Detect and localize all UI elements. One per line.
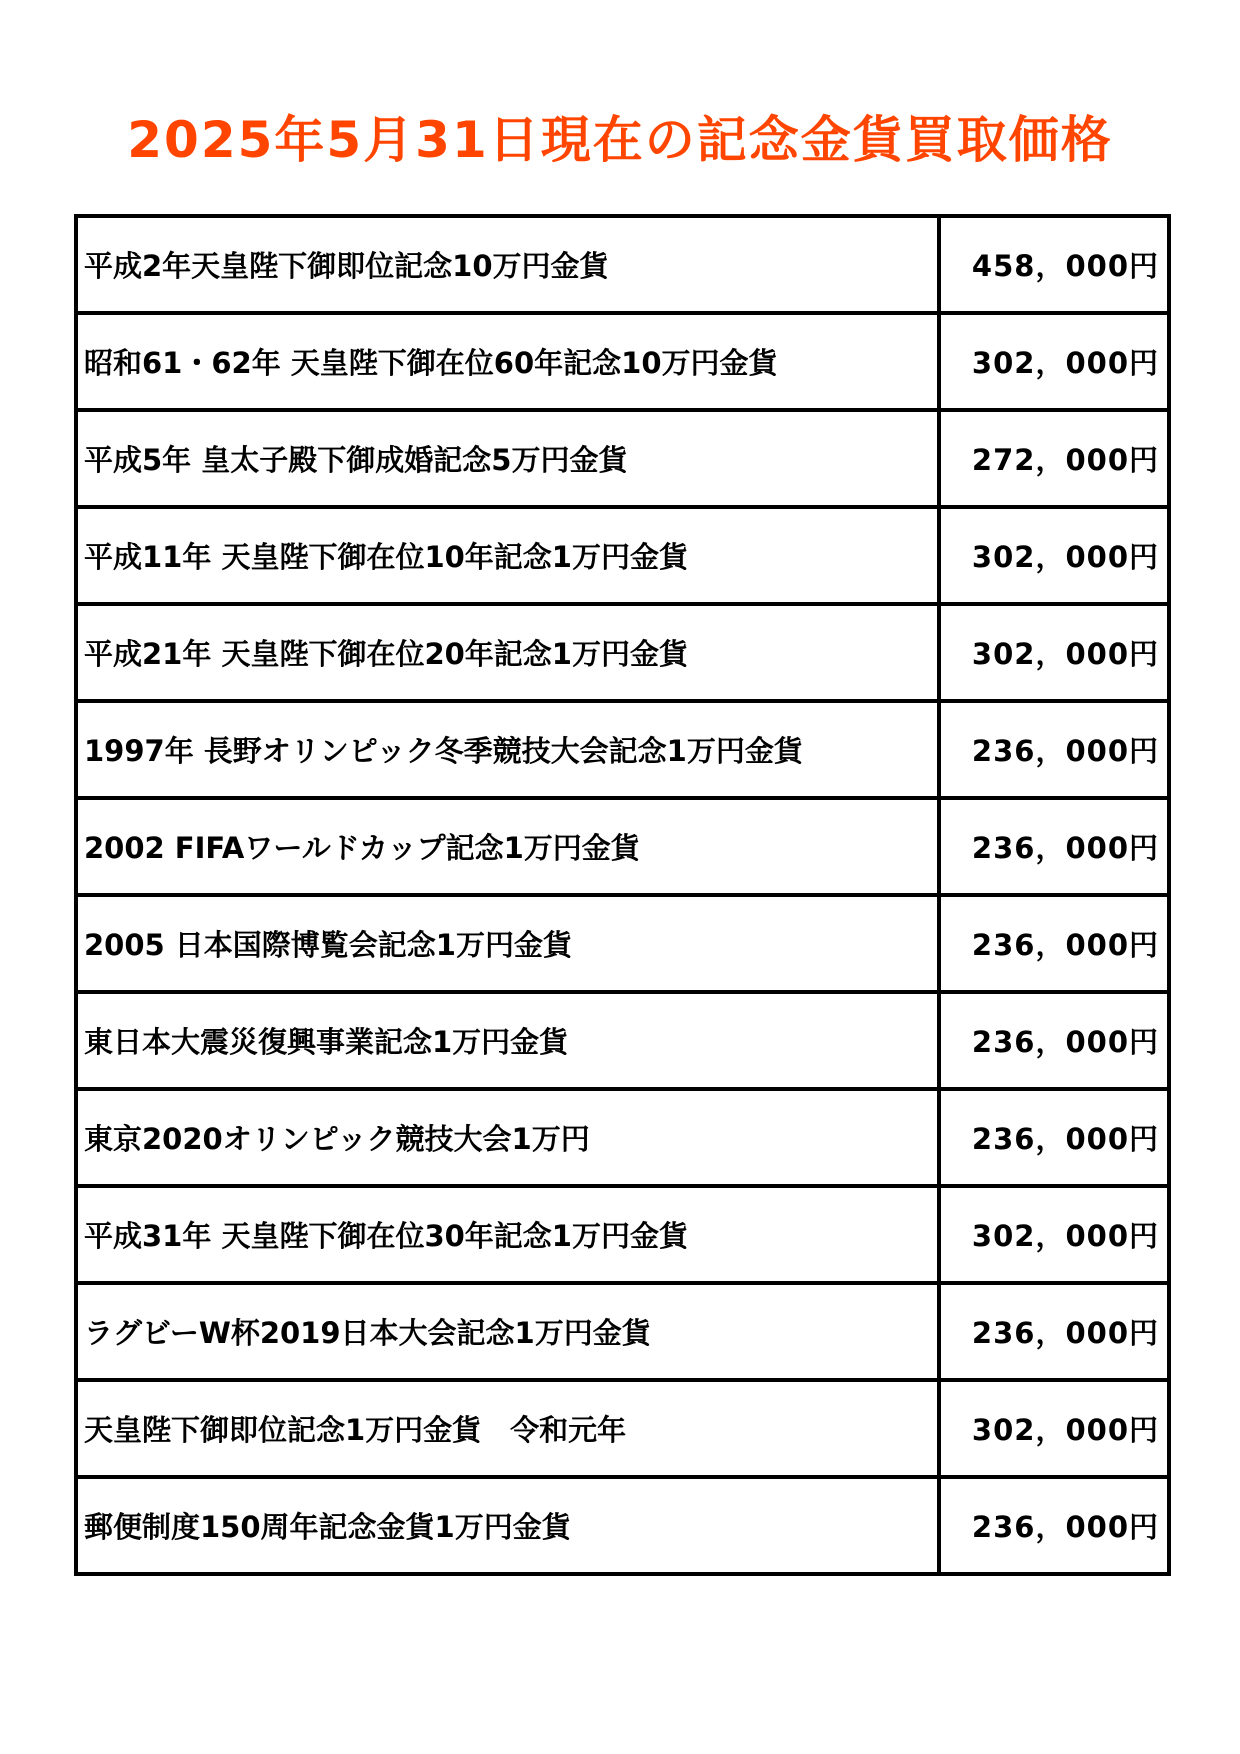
table-row xyxy=(76,1089,1169,1186)
coin-price: 236，000円 xyxy=(939,1477,1169,1574)
table-row xyxy=(76,798,1169,895)
coin-price: 236，000円 xyxy=(939,895,1169,992)
table-row xyxy=(76,895,1169,992)
coin-name: 1997年 長野オリンピック冬季競技大会記念1万円金貨 xyxy=(76,701,939,798)
coin-name: 郵便制度150周年記念金貨1万円金貨 xyxy=(76,1477,939,1574)
coin-price: 236，000円 xyxy=(939,701,1169,798)
coin-price: 236，000円 xyxy=(939,1089,1169,1186)
table-row xyxy=(76,701,1169,798)
table-row xyxy=(76,216,1169,313)
coin-name: 東日本大震災復興事業記念1万円金貨 xyxy=(76,992,939,1089)
table-row xyxy=(76,604,1169,701)
coin-price: 302，000円 xyxy=(939,507,1169,604)
coin-price: 458，000円 xyxy=(939,216,1169,313)
table-row xyxy=(76,1380,1169,1477)
coin-name: 昭和61・62年 天皇陛下御在位60年記念10万円金貨 xyxy=(76,313,939,410)
coin-price: 302，000円 xyxy=(939,1380,1169,1477)
coin-price: 302，000円 xyxy=(939,1186,1169,1283)
coin-price: 236，000円 xyxy=(939,798,1169,895)
coin-name: 天皇陛下御即位記念1万円金貨 令和元年 xyxy=(76,1380,939,1477)
coin-price: 236，000円 xyxy=(939,1283,1169,1380)
table-row xyxy=(76,313,1169,410)
table-row xyxy=(76,410,1169,507)
coin-price: 302，000円 xyxy=(939,604,1169,701)
coin-name: 平成21年 天皇陛下御在位20年記念1万円金貨 xyxy=(76,604,939,701)
coin-name: 2002 FIFAワールドカップ記念1万円金貨 xyxy=(76,798,939,895)
coin-price: 302，000円 xyxy=(939,313,1169,410)
coin-name: 平成31年 天皇陛下御在位30年記念1万円金貨 xyxy=(76,1186,939,1283)
price-table xyxy=(74,214,1171,1576)
coin-name: 2005 日本国際博覧会記念1万円金貨 xyxy=(76,895,939,992)
table-row xyxy=(76,1186,1169,1283)
coin-price: 272，000円 xyxy=(939,410,1169,507)
coin-name: ラグビーW杯2019日本大会記念1万円金貨 xyxy=(76,1283,939,1380)
page-title: 2025年5月31日現在の記念金貨買取価格 xyxy=(127,111,1113,169)
table-row xyxy=(76,1283,1169,1380)
coin-name: 東京2020オリンピック競技大会1万円 xyxy=(76,1089,939,1186)
coin-name: 平成2年天皇陛下御即位記念10万円金貨 xyxy=(76,216,939,313)
table-row xyxy=(76,1477,1169,1574)
coin-name: 平成5年 皇太子殿下御成婚記念5万円金貨 xyxy=(76,410,939,507)
table-row xyxy=(76,507,1169,604)
coin-price: 236，000円 xyxy=(939,992,1169,1089)
table-row xyxy=(76,992,1169,1089)
coin-name: 平成11年 天皇陛下御在位10年記念1万円金貨 xyxy=(76,507,939,604)
